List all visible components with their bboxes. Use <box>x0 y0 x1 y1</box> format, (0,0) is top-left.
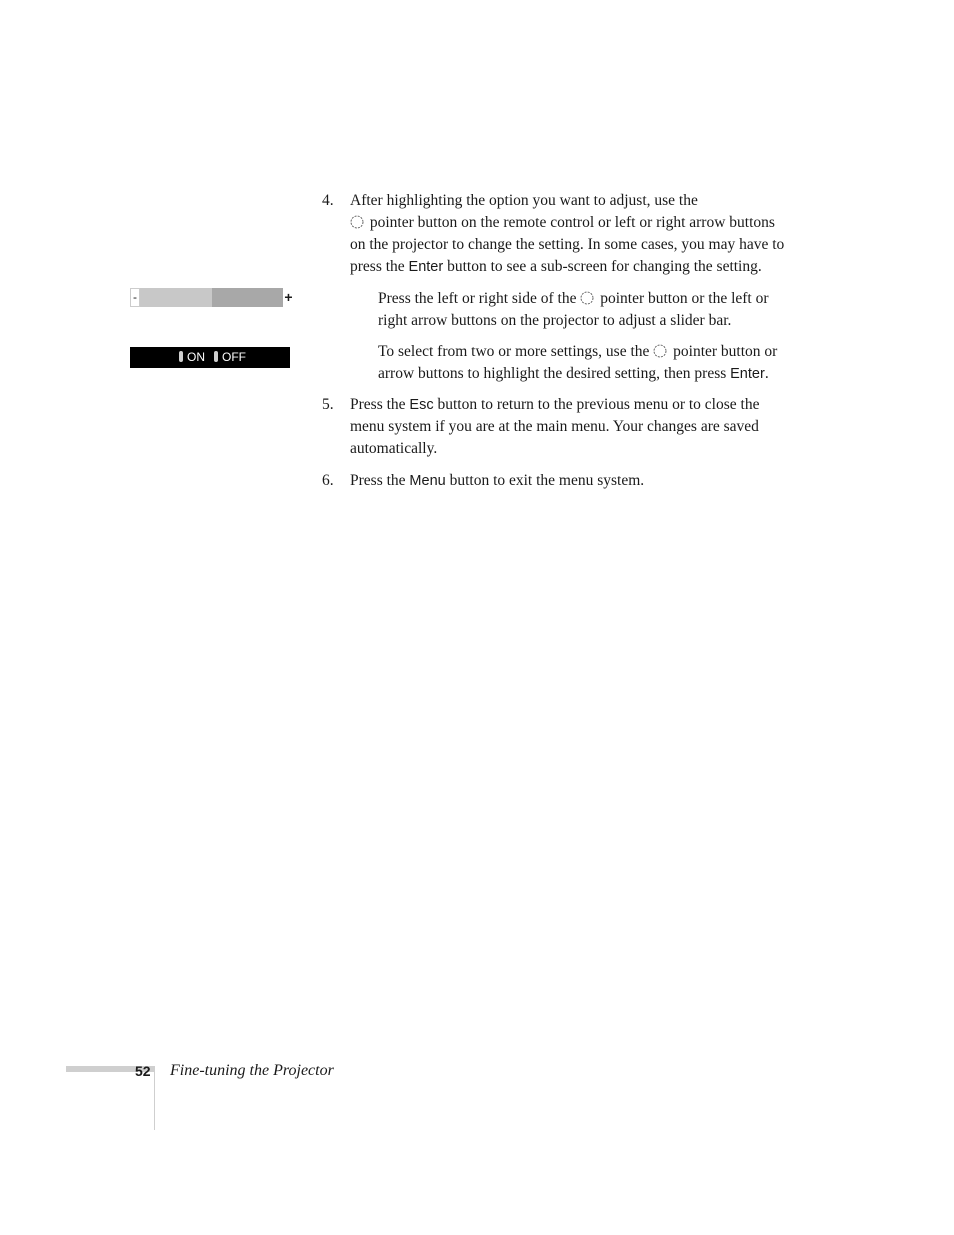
running-title: Fine-tuning the Projector <box>170 1062 334 1079</box>
step-number: 6. <box>322 472 334 489</box>
selector-dot-icon <box>179 351 183 362</box>
key-label: Esc <box>409 397 434 413</box>
slider-bar-illustration <box>130 288 294 307</box>
key-label: Menu <box>409 473 446 489</box>
step-number: 4. <box>322 192 334 209</box>
pointer-button-icon <box>350 215 364 229</box>
footer-rule <box>154 1066 155 1130</box>
key-label: Enter <box>408 259 444 275</box>
key-label: Enter <box>730 366 765 382</box>
slider-fill <box>212 288 284 307</box>
step-4 <box>322 190 787 278</box>
slider-instruction: Press the left or right side of the pointer button or the left or right arrow buttons on the projector to adjust a slider bar. <box>378 290 769 329</box>
step-text: After highlighting the option you want to adjust, use the pointer button on the remote control or left or right arrow buttons on the projector to change the setting. In some cases, you may have to press the Enter button to see a sub-screen for changing the setting. <box>350 192 785 275</box>
on-off-setting-illustration <box>130 347 290 368</box>
off-option: OFF <box>214 347 246 368</box>
instruction-steps <box>322 190 787 502</box>
step-text: Press the Esc button to return to the previous menu or to close the menu system if you are at the main menu. Your changes are saved automatically. <box>350 396 760 457</box>
step-number: 5. <box>322 396 334 413</box>
step-5 <box>322 394 787 460</box>
minus-label: - <box>130 288 140 307</box>
step-6 <box>322 470 787 492</box>
step-text: Press the Menu button to exit the menu system. <box>350 472 645 489</box>
select-instruction: To select from two or more settings, use the pointer button or arrow buttons to highlight the desired setting, then press Enter. <box>378 343 778 382</box>
pointer-button-icon <box>653 344 667 358</box>
page-number: 52 <box>135 1063 151 1079</box>
plus-label: + <box>284 289 293 305</box>
selector-dot-icon <box>214 351 218 362</box>
pointer-button-icon <box>580 291 594 305</box>
on-option: ON <box>179 347 205 368</box>
